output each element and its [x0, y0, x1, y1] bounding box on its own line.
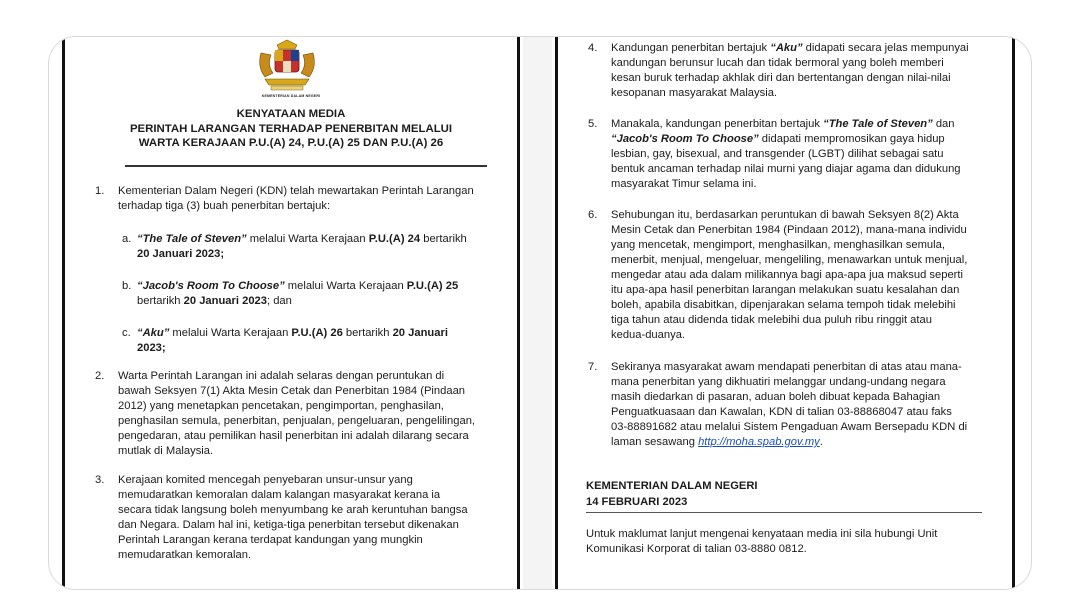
- text-line: masih diedarkan di pasaran, aduan boleh dibuat kepada Bahagian: [611, 391, 941, 403]
- text-line: terhadap tiga (3) buah penerbitan bertajuk:: [118, 200, 331, 212]
- contact-paragraph: [586, 527, 982, 557]
- title-line: WARTA KERAJAAN P.U.(A) 24, P.U.(A) 25 DAN P.U.(A) 26: [138, 137, 444, 149]
- item-letter: a.: [122, 233, 132, 245]
- crest-caption: KEMENTERIAN DALAM NEGERI: [261, 94, 321, 98]
- text-line: mutlak di Malaysia.: [118, 445, 214, 457]
- text-line: dan Negara. Dalam hal ini, ketiga-tiga penerbitan tersebut dikenakan: [118, 519, 459, 531]
- item-date: 2023;: [137, 342, 166, 354]
- paragraph-number: 7.: [588, 361, 598, 373]
- text-line: yang mencetak, mengimport, menghasilkan, menghasilkan semula,: [611, 239, 945, 251]
- publication-title: “The Tale of Steven”: [823, 118, 933, 130]
- text-line: menerbit, menjual, mengeluar, mengeliling, menawarkan untuk menjual,: [611, 254, 968, 266]
- item-letter: b.: [122, 280, 132, 292]
- complaint-portal-link[interactable]: http://moha.spab.gov.my: [698, 436, 820, 448]
- paragraph-5: Manakala, kandungan penerbitan bertajuk “The Tale of Steven” dan “Jacob's Room To Choose” didapati mempromosikan gaya hidup lesbian, gay, bisexual, and transgender (LGBT) dilihat sebagai satu bentuk ancaman terhadap nilai murni yang diajar agama dan didukung masyarakat Timur selama ini.: [611, 117, 983, 192]
- paragraph-number: 2.: [95, 370, 105, 382]
- text-line: mengedar atau ada dalam milikannya bagi apa-apa jua maksud seperti: [611, 269, 964, 281]
- publication-title: “Aku”: [137, 327, 170, 339]
- text-line: tiga tahun atau didenda tidak melebihi dua puluh ribu ringgit atau: [611, 314, 932, 326]
- paragraph-number: 3.: [95, 474, 105, 486]
- text-line: bawah Seksyen 7(1) Akta Mesin Cetak dan Penerbitan 1984 (Pindaan: [118, 385, 466, 397]
- paragraph-2: [118, 369, 490, 459]
- paragraph-3: [118, 473, 490, 563]
- text-line: Kerajaan komited mencegah penyebaran unsur-unsur yang: [118, 474, 413, 486]
- text-line: 2012) yang menetapkan pencetakan, pengimportan, penghasilan,: [118, 400, 444, 412]
- text-line: penghasilan semula, penerbitan, penjualan, pengeluaran, pengelilingan,: [118, 415, 476, 427]
- paragraph-number: 1.: [95, 185, 105, 197]
- publication-title: “The Tale of Steven”: [137, 233, 247, 245]
- text-line: Perintah Larangan kerana terdapat kandungan yang mungkin: [118, 534, 423, 546]
- text-line: Mesin Cetak dan Penerbitan 1984 (Pindaan 2012), mana-mana individu: [611, 224, 967, 236]
- text-line: Komunikasi Korporat di talian 03-8880 0812.: [586, 543, 807, 555]
- document-frame: [48, 36, 1032, 590]
- text-line: boleh, apabila disabitkan, dipenjarakan selama tempoh tidak melebihi: [611, 299, 956, 311]
- text-line: secara tidak langsung boleh menyumbang ke arah keruntuhan bangsa: [118, 504, 468, 516]
- paragraph-number: 4.: [588, 42, 598, 54]
- right-page: [555, 37, 1015, 589]
- item-date: 20 Januari 2023: [183, 295, 267, 307]
- paragraph-1: [118, 184, 490, 214]
- paragraph-4: Kandungan penerbitan bertajuk “Aku” didapati secara jelas mempunyai kandungan berunsur lucah dan tidak bermoral yang boleh memberi kesan buruk terhadap akhlak diri dan bertentangan dengan nilai-nilai kesopanan masyarakat Malaysia.: [611, 41, 983, 101]
- list-item: “The Tale of Steven” melalui Warta Kerajaan P.U.(A) 24 bertarikh 20 Januari 2023;: [137, 233, 467, 260]
- text-line: bentuk ancaman terhadap nilai murni yang diajar agama dan didukung: [611, 163, 961, 175]
- item-letter: c.: [122, 327, 131, 339]
- text-line: Kementerian Dalam Negeri (KDN) telah mewartakan Perintah Larangan: [118, 185, 474, 197]
- publication-title: “Jacob's Room To Choose”: [137, 280, 285, 292]
- list-item: “Jacob's Room To Choose” melalui Warta Kerajaan P.U.(A) 25 bertarikh 20 Januari 2023; dan: [137, 280, 459, 307]
- title-line: PERINTAH LARANGAN TERHADAP PENERBITAN MELALUI: [129, 122, 453, 135]
- text-line: Penguatkuasaan dan Kawalan, KDN di talian 03-88868047 atau faks: [611, 406, 952, 418]
- text-line: masyarakat Timur selama ini.: [611, 178, 757, 190]
- page-title: [65, 107, 517, 151]
- paragraph-number: 5.: [588, 118, 598, 130]
- text-line: kesan buruk terhadap akhlak diri dan bertentangan dengan nilai-nilai: [611, 72, 951, 84]
- footer-ministry: KEMENTERIAN DALAM NEGERI: [586, 480, 758, 492]
- text-line: mana penerbitan yang dikhuatiri melanggar undang-undang negara: [611, 376, 946, 388]
- text-line: memudaratkan kemoralan.: [118, 549, 252, 561]
- text-line: memudaratkan kemoralan dalam kalangan masyarakat kerana ia: [118, 489, 441, 501]
- text-line: Warta Perintah Larangan ini adalah selaras dengan peruntukan di: [118, 370, 445, 382]
- paragraph-7: Sekiranya masyarakat awam mendapati penerbitan di atas atau mana- mana penerbitan yang dikhuatiri melanggar undang-undang negara masih diedarkan di pasaran, aduan boleh dibuat kepada Bahagian Penguatkuasaan dan Kawalan, KDN di talian 03-88868047 atau faks 03-88891682 atau melalui Sistem Pengaduan Awam Bersepadu KDN di laman sesawang http://moha.spab.gov.my.: [611, 360, 983, 450]
- paragraph-6: [611, 208, 983, 343]
- coat-of-arms-icon: [255, 39, 319, 91]
- list-item: “Aku” melalui Warta Kerajaan P.U.(A) 26 bertarikh 20 Januari 2023;: [137, 327, 448, 354]
- text-line: Sehubungan itu, berdasarkan peruntukan di bawah Seksyen 8(2) Akta: [611, 209, 959, 221]
- footer-date: 14 FEBRUARI 2023: [586, 496, 688, 508]
- text-line: kedua-duanya.: [611, 329, 686, 341]
- text-line: 03-88891682 atau melalui Sistem Pengaduan Awam Bersepadu KDN di: [611, 421, 968, 433]
- text-line: kesopanan masyarakat Malaysia.: [611, 87, 778, 99]
- left-page: [62, 37, 520, 589]
- item-date: 20 Januari 2023;: [137, 248, 225, 260]
- footer-divider: [586, 512, 982, 513]
- paragraph-number: 6.: [588, 209, 598, 221]
- publication-title: “Jacob's Room To Choose”: [611, 133, 759, 145]
- text-line: Sekiranya masyarakat awam mendapati penerbitan di atas atau mana-: [611, 361, 962, 373]
- text-line: itu apa-apa hasil penerbitan larangan melakukan suatu kesalahan dan: [611, 284, 960, 296]
- text-line: Untuk maklumat lanjut mengenai kenyataan media ini sila hubungi Unit: [586, 528, 938, 540]
- publication-title: “Aku”: [770, 42, 803, 54]
- title-line: KENYATAAN MEDIA: [236, 108, 346, 120]
- text-line: lesbian, gay, bisexual, and transgender (LGBT) dilihat sebagai satu: [611, 148, 944, 160]
- page-gutter: [523, 37, 552, 589]
- text-line: kandungan berunsur lucah dan tidak bermoral yang boleh memberi: [611, 57, 944, 69]
- text-line: pengedaran, atau pemilikan hasil penerbitan ini adalah dilarang secara: [118, 430, 469, 442]
- title-divider: [125, 165, 487, 167]
